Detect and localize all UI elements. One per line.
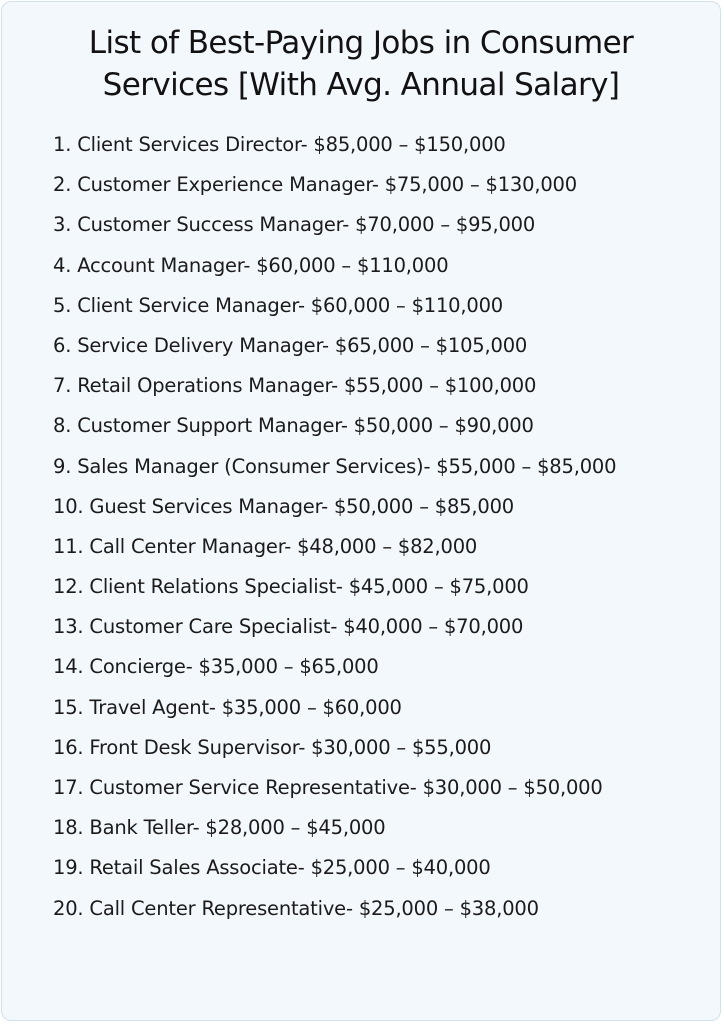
list-item: 2. Customer Experience Manager- $75,000 – $130,000 [53, 173, 577, 197]
list-item: 1. Client Services Director- $85,000 – $150,000 [53, 133, 506, 156]
list-item: 13. Customer Care Specialist- $40,000 – $70,000 [53, 615, 524, 639]
jobs-list [53, 125, 710, 929]
list-item: 3. Customer Success Manager- $70,000 – $95,000 [53, 213, 536, 237]
list-item: 5. Client Service Manager- $60,000 – $110,000 [53, 293, 504, 317]
list-item: 10. Guest Services Manager- $50,000 – $85,000 [53, 494, 514, 518]
list-item: 9. Sales Manager (Consumer Services)- $55,000 – $85,000 [53, 454, 617, 478]
list-item: 7. Retail Operations Manager- $55,000 – $100,000 [53, 374, 537, 398]
title-line-2: Services [With Avg. Annual Salary] [102, 67, 620, 103]
list-item: 15. Travel Agent- $35,000 – $60,000 [53, 695, 402, 719]
list-item: 16. Front Desk Supervisor- $30,000 – $55,000 [53, 735, 492, 759]
list-item: 18. Bank Teller- $28,000 – $45,000 [53, 816, 386, 840]
list-item: 19. Retail Sales Associate- $25,000 – $40,000 [53, 856, 491, 880]
info-card [1, 1, 721, 1021]
list-item: 6. Service Delivery Manager- $65,000 – $105,000 [53, 333, 528, 357]
list-item: 11. Call Center Manager- $48,000 – $82,000 [53, 534, 478, 558]
list-item: 12. Client Relations Specialist- $45,000 – $75,000 [53, 575, 529, 599]
page-title [22, 22, 700, 106]
list-item: 14. Concierge- $35,000 – $65,000 [53, 655, 379, 679]
list-item: 17. Customer Service Representative- $30,000 – $50,000 [53, 776, 603, 799]
list-item: 20. Call Center Representative- $25,000 – $38,000 [53, 896, 539, 920]
list-item: 4. Account Manager- $60,000 – $110,000 [53, 253, 449, 277]
list-item: 8. Customer Support Manager- $50,000 – $90,000 [53, 414, 534, 438]
title-line-1: List of Best-Paying Jobs in Consumer [88, 25, 634, 61]
